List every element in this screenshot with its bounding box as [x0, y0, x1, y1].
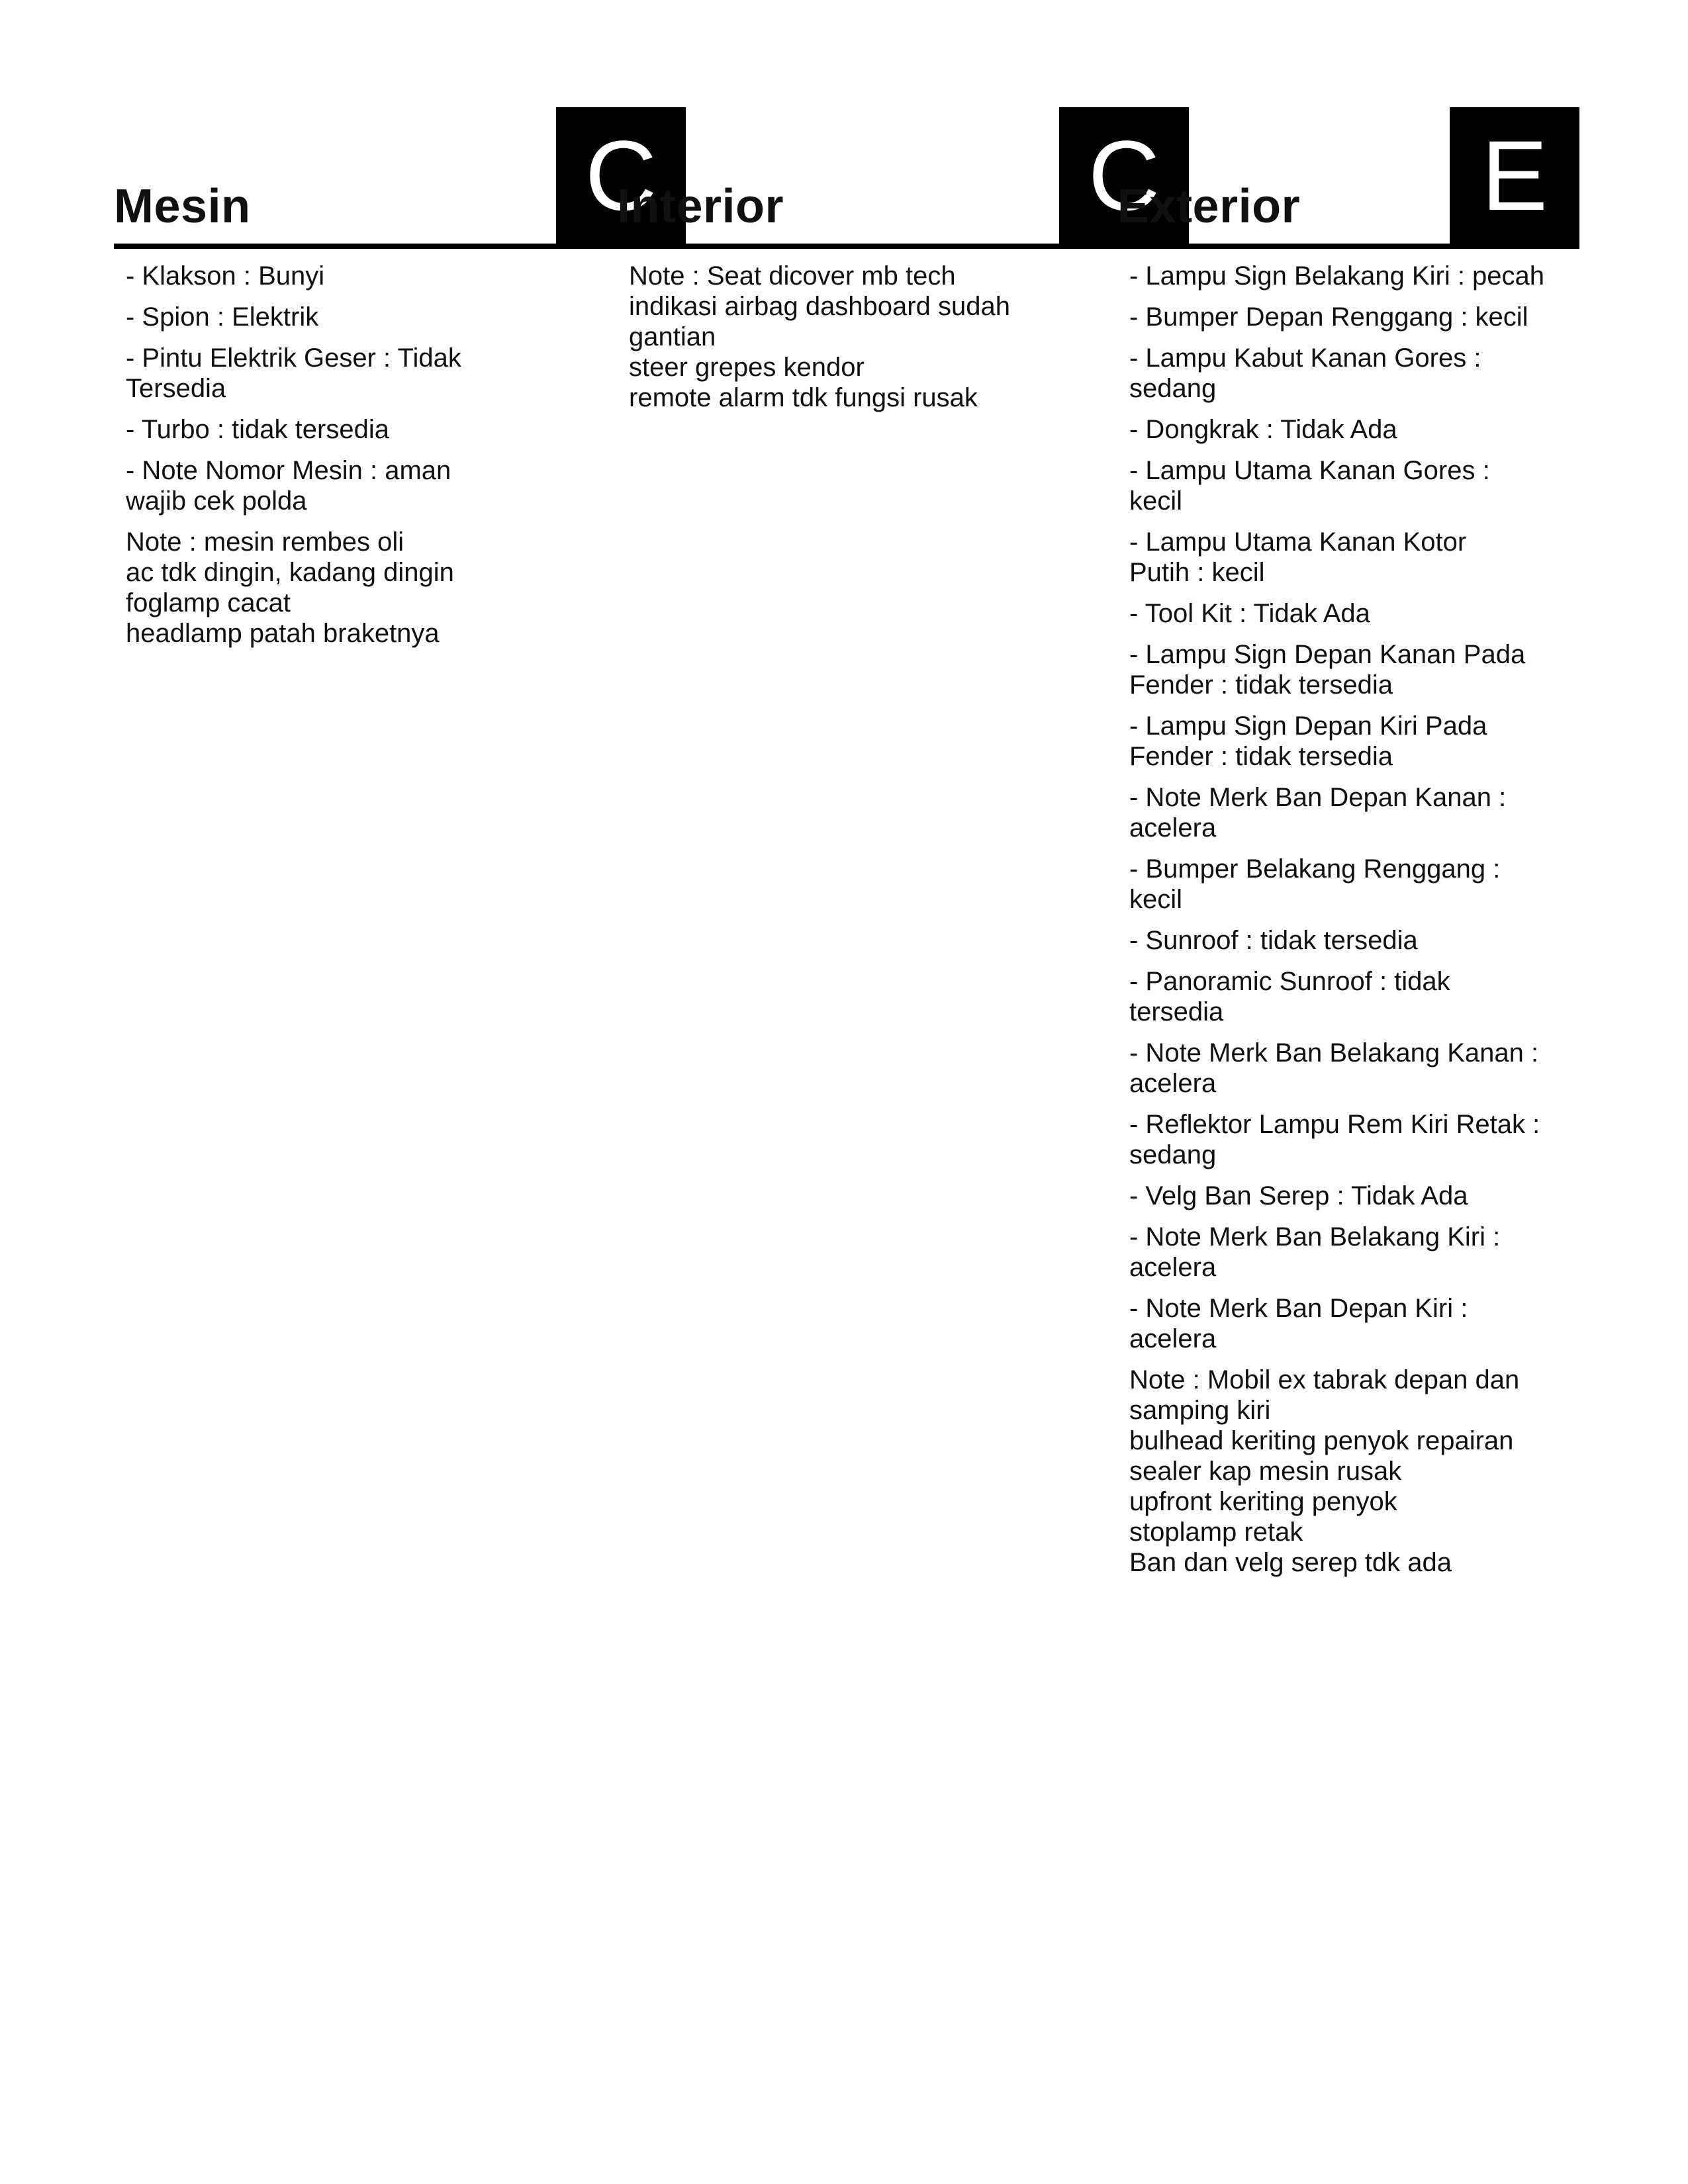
list-item: - Bumper Depan Renggang : kecil: [1129, 302, 1528, 332]
grade-badge: C: [556, 107, 686, 244]
section-exterior: [1117, 107, 1579, 1578]
list-item: - Turbo : tidak tersedia: [126, 415, 389, 444]
list-item: - Bumper Belakang Renggang : kecil: [1129, 854, 1501, 914]
section-mesin: [114, 107, 657, 649]
list-item: - Lampu Sign Belakang Kiri : pecah: [1129, 261, 1545, 291]
item-list: [1117, 246, 1579, 1354]
list-item: - Klakson : Bunyi: [126, 261, 325, 291]
list-item: - Sunroof : tidak tersedia: [1129, 926, 1418, 955]
item-list: [114, 246, 514, 516]
list-item: - Note Merk Ban Depan Kanan : acelera: [1129, 783, 1507, 842]
section-note: Note : Seat dicover mb tech indikasi airbag dashboard sudah gantian steer grepes kendor remote alarm tdk fungsi rusak: [629, 261, 1010, 412]
list-item: - Note Nomor Mesin : aman wajib cek polda: [126, 456, 451, 516]
grade-badge: C: [1059, 107, 1189, 244]
section-title: Mesin: [114, 180, 251, 233]
list-item: - Lampu Utama Kanan Gores : kecil: [1129, 456, 1490, 516]
list-item: - Note Merk Ban Depan Kiri : acelera: [1129, 1294, 1468, 1353]
list-item: - Note Merk Ban Belakang Kanan : acelera: [1129, 1038, 1539, 1098]
list-item: - Velg Ban Serep : Tidak Ada: [1129, 1181, 1468, 1210]
section-title: Exterior: [1117, 180, 1301, 233]
section-interior: [617, 107, 1160, 413]
list-item: - Lampu Sign Depan Kanan Pada Fender : tidak tersedia: [1129, 640, 1526, 700]
list-item: - Lampu Kabut Kanan Gores : sedang: [1129, 343, 1481, 403]
section-note: Note : mesin rembes oli ac tdk dingin, kadang dingin foglamp cacat headlamp patah braketnya: [126, 527, 454, 648]
list-item: - Lampu Sign Depan Kiri Pada Fender : tidak tersedia: [1129, 711, 1487, 771]
list-item: - Spion : Elektrik: [126, 302, 319, 332]
section-note: Note : Mobil ex tabrak depan dan samping kiri bulhead keriting penyok repairan sealer kap mesin rusak upfront keriting penyok stoplamp retak Ban dan velg serep tdk ada: [1129, 1365, 1520, 1577]
list-item: - Dongkrak : Tidak Ada: [1129, 415, 1397, 444]
section-header: [114, 107, 657, 246]
section-header: [1117, 107, 1579, 246]
grade-badge: E: [1450, 107, 1579, 244]
list-item: - Note Merk Ban Belakang Kiri : acelera: [1129, 1222, 1501, 1282]
list-item: - Pintu Elektrik Geser : Tidak Tersedia: [126, 343, 461, 403]
inspection-report: [114, 107, 1579, 1629]
list-item: - Tool Kit : Tidak Ada: [1129, 599, 1370, 628]
list-item: - Panoramic Sunroof : tidak tersedia: [1129, 967, 1450, 1026]
section-title: Interior: [617, 180, 784, 233]
list-item: - Reflektor Lampu Rem Kiri Retak : sedang: [1129, 1110, 1540, 1169]
list-item: - Lampu Utama Kanan Kotor Putih : kecil: [1129, 527, 1467, 587]
section-header: [617, 107, 1160, 246]
